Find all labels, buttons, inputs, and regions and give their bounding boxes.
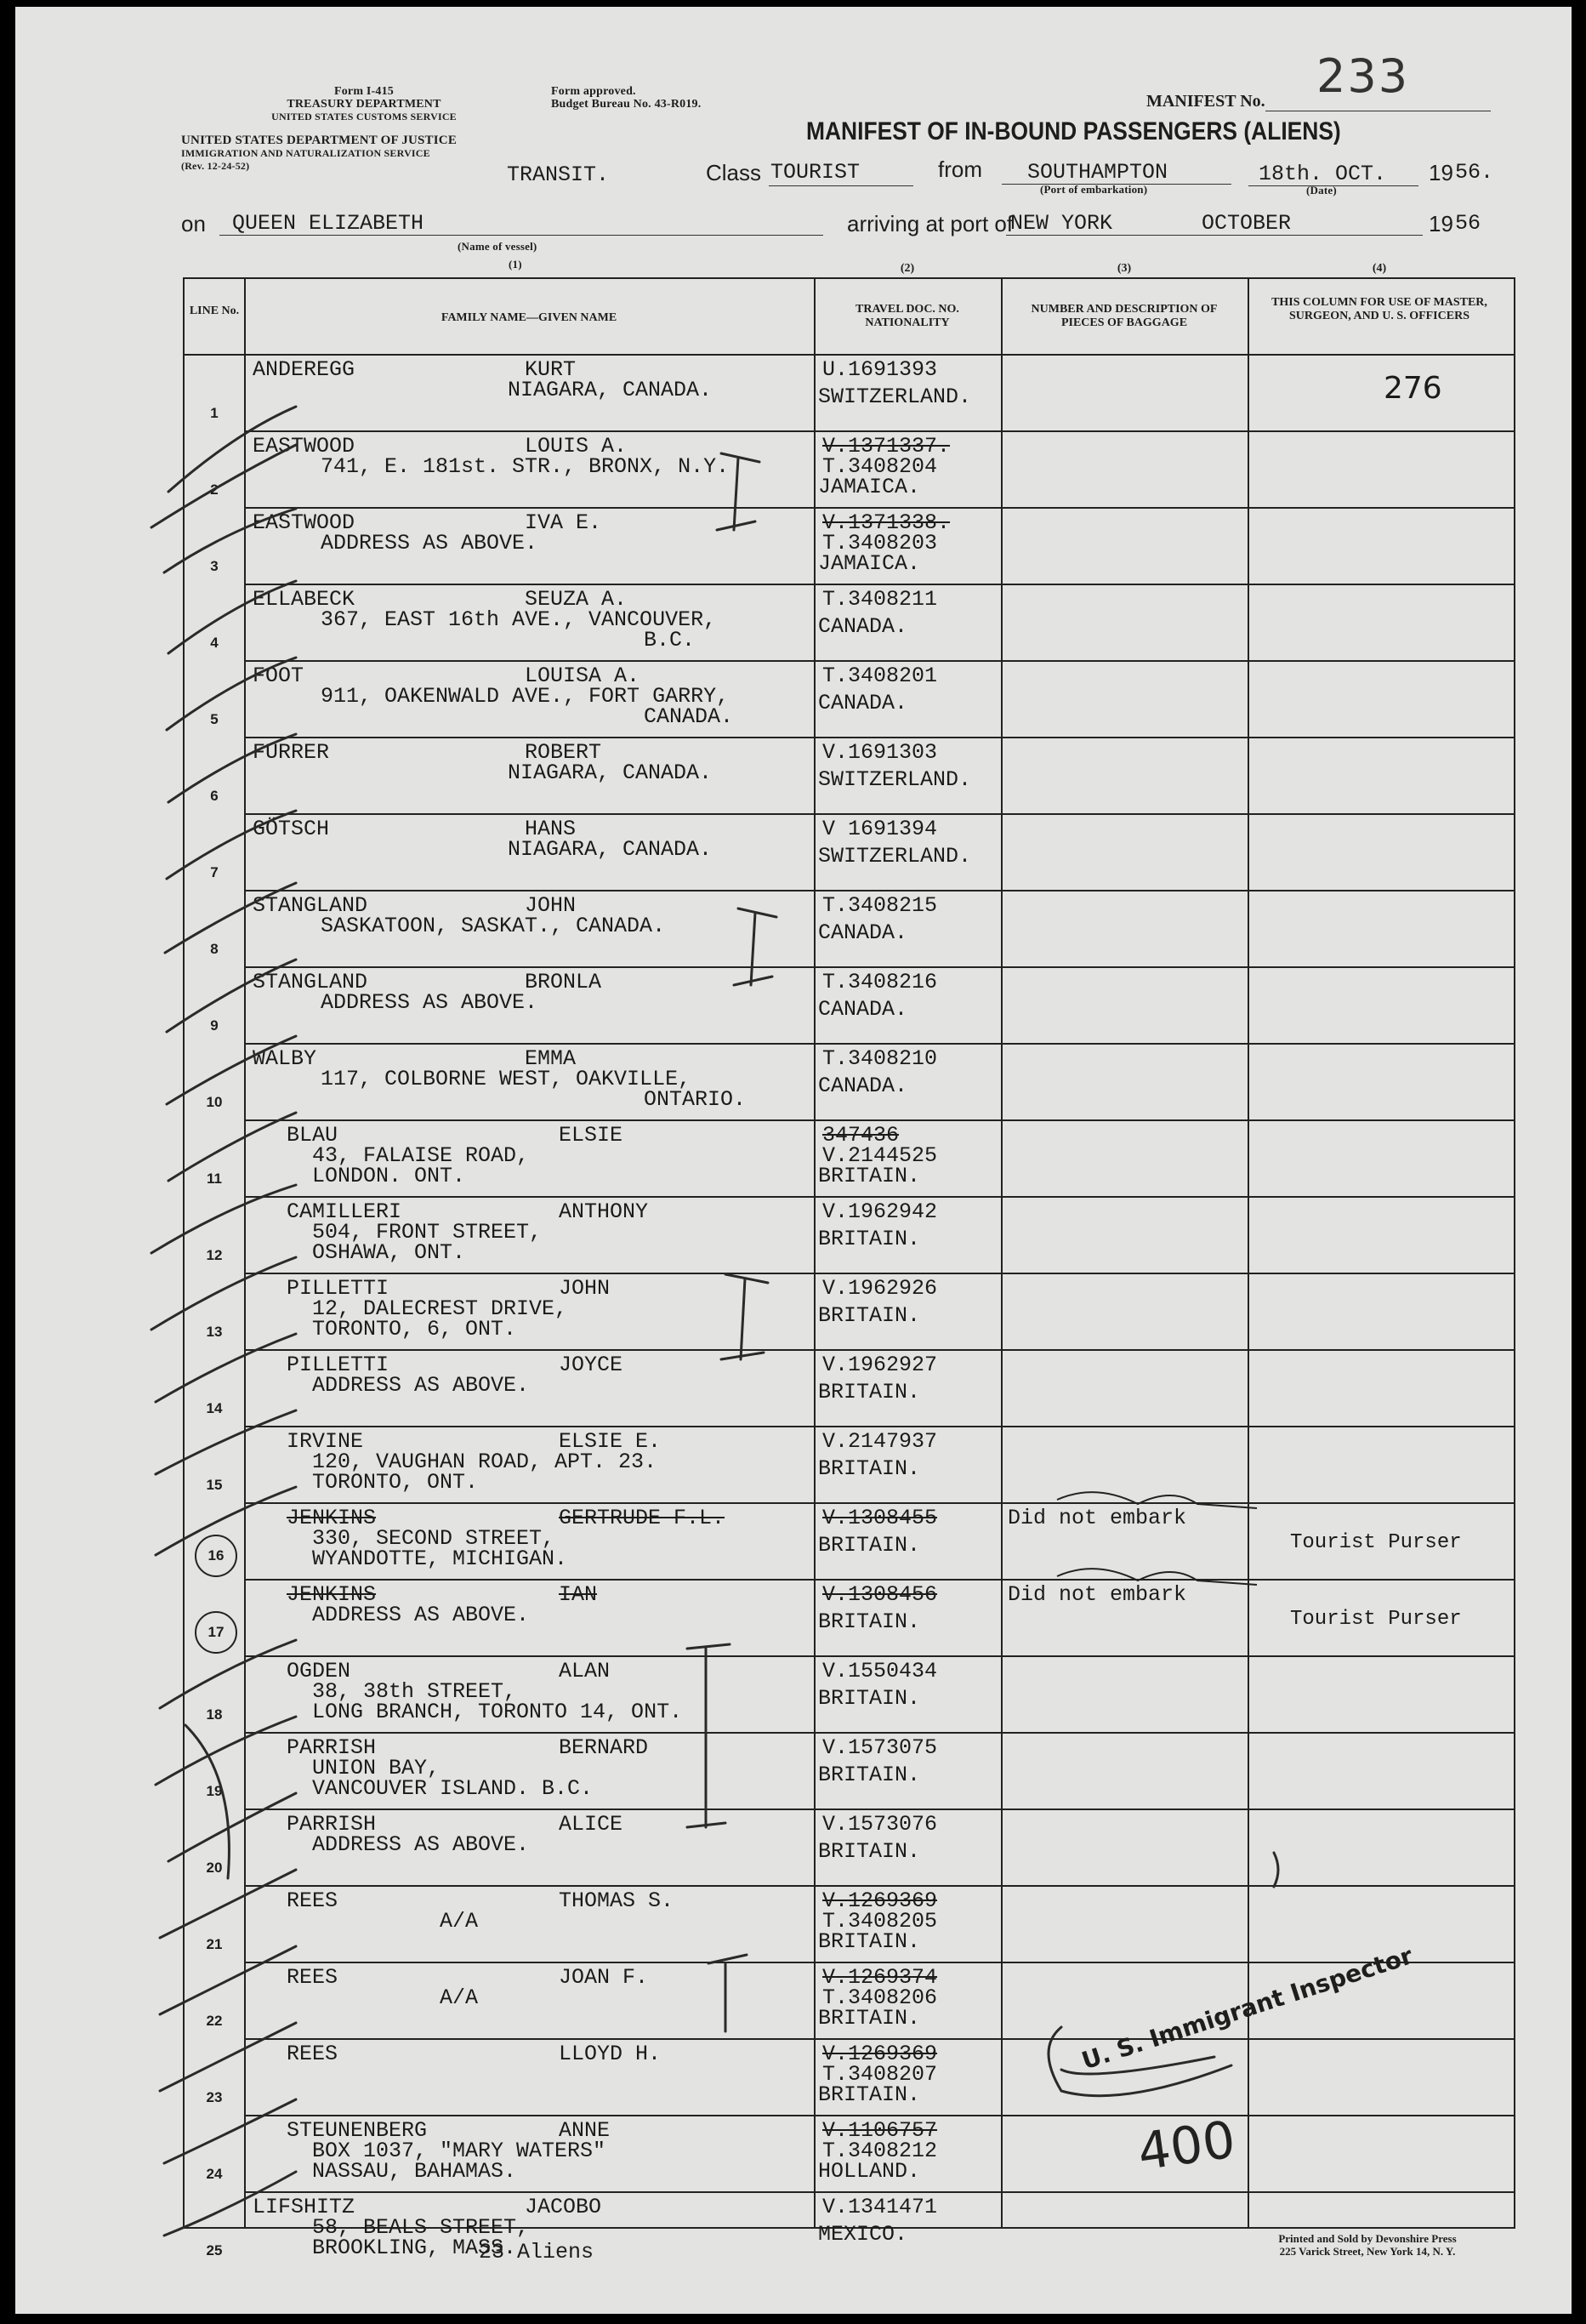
address-line: WYANDOTTE, MICHIGAN. [312,1546,568,1571]
form-number: Form I-415 [333,85,395,98]
year-suffix-1: 56. [1455,160,1494,185]
struck-doc-number: V.1371338. [822,510,951,535]
ins-service: IMMIGRATION AND NATURALIZATION SERVICE [181,147,430,159]
travel-doc-number: U.1691393 [822,357,938,382]
nationality: HOLLAND. [818,2159,921,2184]
baggage-note: Did not embark [1008,1506,1187,1530]
customs-service: UNITED STATES CUSTOMS SERVICE [271,111,457,122]
nationality: JAMAICA. [818,551,921,576]
family-name: PILLETTI [287,1276,389,1301]
col-header-num2: (2) [900,262,915,275]
struck-doc-number: V.1308455 [822,1506,938,1530]
line-number: 12 [206,1247,223,1263]
travel-doc-number: V.1573076 [822,1812,938,1837]
address-line: ONTARIO. [644,1087,747,1112]
line-number: 15 [206,1477,223,1493]
address-line: 58, BEALS STREET, [312,2215,530,2240]
line-number: 6 [210,788,219,804]
col-header-officers: THIS COLUMN FOR USE OF MASTER, SURGEON, AND U. S. OFFICERS [1271,296,1487,322]
given-name: ANTHONY [559,1199,649,1224]
manifest-label: MANIFEST No. [1146,92,1265,111]
address-line: ADDRESS AS ABOVE. [312,1832,530,1857]
year-suffix-2: 56 [1455,211,1481,236]
given-name: ELSIE E. [559,1429,662,1454]
address-line: OSHAWA, ONT. [312,1240,466,1265]
travel-doc-number: T.3408204 [822,454,938,479]
given-name: ALAN [559,1659,611,1683]
address-line: TORONTO, ONT. [312,1470,479,1495]
col-header-name: FAMILY NAME—GIVEN NAME [441,311,617,324]
family-name: STANGLAND [253,970,368,994]
address-line: 117, COLBORNE WEST, OAKVILLE, [321,1067,691,1091]
struck-doc-number: V.1308456 [822,1582,938,1607]
given-name: GERTRUDE F.L. [559,1506,725,1530]
address-line: CANADA. [644,704,734,729]
travel-doc-number: T.3408212 [822,2139,938,2163]
given-name: THOMAS S. [559,1888,674,1913]
address-line: 504, FRONT STREET, [312,1220,543,1245]
line-number: 23 [206,2089,223,2105]
family-name: JENKINS [287,1582,377,1607]
line-number: 10 [206,1094,223,1110]
manifest-title: MANIFEST OF IN-BOUND PASSENGERS (ALIENS) [806,117,1341,145]
port-value: SOUTHAMPTON [1027,160,1168,185]
on-label: on [181,211,206,236]
nationality: MEXICO. [818,2222,908,2247]
line-number: 22 [206,2013,223,2029]
line-number: 7 [210,864,219,880]
travel-doc-number: T.3408203 [822,531,938,555]
address-line: NIAGARA, CANADA. [508,760,713,785]
line-number: 9 [210,1017,219,1034]
address-line: NIAGARA, CANADA. [508,837,713,862]
given-name: LOUIS A. [525,434,628,459]
travel-doc-number: V 1691394 [822,817,938,841]
date-value: 18th. OCT. [1259,162,1387,186]
given-name: EMMA [525,1046,577,1071]
travel-doc-number: T.3408207 [822,2062,938,2087]
struck-doc-number: V.1106757 [822,2118,938,2143]
address-line: 120, VAUGHAN ROAD, APT. 23. [312,1450,657,1474]
line-number: 16 [195,1535,237,1577]
address-line: A/A [440,1985,479,2010]
vessel-caption: (Name of vessel) [458,240,537,253]
given-name: IVA E. [525,510,602,535]
address-line: 43, FALAISE ROAD, [312,1143,530,1168]
nationality: BRITAIN. [818,1533,921,1558]
address-line: A/A [440,1909,479,1934]
address-line: 38, 38th STREET, [312,1679,517,1704]
address-line: 367, EAST 16th AVE., VANCOUVER, [321,607,717,632]
given-name: ROBERT [525,740,602,765]
line-number: 24 [206,2166,223,2182]
family-name: LIFSHITZ [253,2195,355,2219]
col-header-baggage: NUMBER AND DESCRIPTION OF PIECES OF BAGGAGE [1031,303,1218,329]
given-name: KURT [525,357,577,382]
line-number: 19 [206,1783,223,1799]
nationality: BRITAIN. [818,1839,921,1864]
family-name: PILLETTI [287,1353,389,1377]
nationality: BRITAIN. [818,1303,921,1328]
col-header-num4: (4) [1372,262,1387,275]
address-line: B.C. [644,628,696,652]
address-line: BROOKLING, MASS. [312,2236,517,2260]
address-line: LONG BRANCH, TORONTO 14, ONT. [312,1700,683,1724]
given-name: JOHN [525,893,577,918]
travel-doc-number: T.3408210 [822,1046,938,1071]
form-approved: Form approved. [551,85,636,98]
treasury-dept: TREASURY DEPARTMENT [287,98,441,111]
arrival-month: OCTOBER [1202,211,1292,236]
nationality: SWITZERLAND. [818,384,972,409]
printer-line-2: 225 Varick Street, New York 14, N. Y. [1279,2245,1456,2258]
travel-doc-number: T.3408201 [822,664,938,688]
given-name: LLOYD H. [559,2042,662,2066]
line-number: 2 [210,481,219,498]
given-name: JOYCE [559,1353,623,1377]
travel-doc-number: V.1962926 [822,1276,938,1301]
family-name: STANGLAND [253,893,368,918]
travel-doc-number: T.3408211 [822,587,938,612]
address-line: ADDRESS AS ABOVE. [321,990,538,1015]
family-name: EASTWOOD [253,434,355,459]
address-line: NASSAU, BAHAMAS. [312,2159,517,2184]
printer-info [1206,2232,1529,2258]
arriving-label: arriving at port of [847,211,1014,236]
family-name: BLAU [287,1123,338,1148]
col-header-line: LINE No. [189,305,240,317]
purser-signature-label: Tourist Purser [1290,1608,1462,1631]
given-name: JACOBO [525,2195,602,2219]
manifest-number: 233 [1316,49,1410,103]
given-name: BRONLA [525,970,602,994]
vessel-value: QUEEN ELIZABETH [232,211,424,236]
purser-signature-label: Tourist Purser [1290,1531,1462,1554]
given-name: ALICE [559,1812,623,1837]
total-aliens: 23 Aliens [479,2240,594,2264]
nationality: BRITAIN. [818,2006,921,2031]
travel-doc-number: V.2144525 [822,1143,938,1168]
family-name: FURRER [253,740,330,765]
given-name: JOHN [559,1276,611,1301]
given-name: IAN [559,1582,598,1607]
family-name: REES [287,2042,338,2066]
nationality: CANADA. [818,997,908,1022]
address-line: 911, OAKENWALD AVE., FORT GARRY, [321,684,730,709]
date-caption: (Date) [1306,184,1337,197]
address-line: UNION BAY, [312,1756,441,1780]
year-prefix-1: 19 [1429,160,1453,185]
family-name: WALBY [253,1046,317,1071]
manifest-page [15,7,1572,2314]
family-name: STEUNENBERG [287,2118,428,2143]
travel-doc-number: V.1550434 [822,1659,938,1683]
travel-doc-number: T.3408206 [822,1985,938,2010]
line-number: 3 [210,558,219,574]
family-name: REES [287,1965,338,1990]
justice-dept: UNITED STATES DEPARTMENT OF JUSTICE [181,134,458,147]
family-name: REES [287,1888,338,1913]
nationality: CANADA. [818,920,908,945]
class-label: Class [706,160,762,185]
given-name: SEUZA A. [525,587,628,612]
nationality: CANADA. [818,1074,908,1098]
from-label: from [938,157,982,182]
line-number: 20 [206,1860,223,1876]
address-line: LONDON. ONT. [312,1164,466,1188]
line-number: 21 [206,1936,223,1952]
given-name: BERNARD [559,1735,649,1760]
travel-doc-number: V.1962942 [822,1199,938,1224]
travel-doc-number: V.1962927 [822,1353,938,1377]
nationality: CANADA. [818,691,908,715]
printer-line-1: Printed and Sold by Devonshire Press [1278,2232,1457,2245]
address-line: ADDRESS AS ABOVE. [321,531,538,555]
nationality: BRITAIN. [818,1456,921,1481]
travel-doc-number: T.3408205 [822,1909,938,1934]
line-number: 11 [207,1171,222,1187]
revision: (Rev. 12-24-52) [181,160,250,172]
travel-doc-number: V.2147937 [822,1429,938,1454]
line-number: 1 [210,405,219,421]
nationality: BRITAIN. [818,2082,921,2107]
year-prefix-2: 19 [1429,211,1453,236]
family-name: ELLABECK [253,587,355,612]
nationality: JAMAICA. [818,475,921,499]
travel-doc-number: T.3408215 [822,893,938,918]
transit-label: TRANSIT. [507,162,610,187]
nationality: SWITZERLAND. [818,767,972,792]
port-caption: (Port of embarkation) [1040,183,1148,196]
address-line: SASKATOON, SASKAT., CANADA. [321,914,666,938]
arrival-port: NEW YORK [1010,211,1113,236]
col1-caption: (1) [509,258,522,271]
struck-doc-number: V.1269369 [822,1888,938,1913]
given-name: ELSIE [559,1123,623,1148]
line-number: 14 [206,1400,223,1416]
given-name: JOAN F. [559,1965,649,1990]
nationality: BRITAIN. [818,1227,921,1251]
address-line: BOX 1037, "MARY WATERS" [312,2139,606,2163]
family-name: EASTWOOD [253,510,355,535]
family-name: IRVINE [287,1429,364,1454]
officer-note: 276 [1384,371,1442,406]
line-number: 18 [206,1706,223,1723]
inspector-stamp-number: 400 [1134,2110,1239,2183]
inspector-stamp: U. S. Immigrant Inspector [1078,1941,1417,2076]
struck-doc-number: 347436 [822,1123,900,1148]
nationality: BRITAIN. [818,1686,921,1711]
struck-doc-number: V.1371337. [822,434,951,459]
line-number: 25 [206,2242,223,2258]
nationality: BRITAIN. [818,1380,921,1404]
line-number: 8 [210,941,219,957]
travel-doc-number: T.3408216 [822,970,938,994]
family-name: CAMILLERI [287,1199,402,1224]
address-line: VANCOUVER ISLAND. B.C. [312,1776,594,1801]
line-number: 4 [210,635,219,651]
line-number: 17 [195,1611,237,1654]
given-name: ANNE [559,2118,611,2143]
address-line: ADDRESS AS ABOVE. [312,1603,530,1627]
line-number: 13 [206,1324,223,1340]
address-line: 741, E. 181st. STR., BRONX, N.Y. [321,454,730,479]
given-name: LOUISA A. [525,664,640,688]
address-line: ADDRESS AS ABOVE. [312,1373,530,1398]
family-name: FOOT [253,664,304,688]
family-name: ANDEREGG [253,357,355,382]
nationality: BRITAIN. [818,1929,921,1954]
address-line: 330, SECOND STREET, [312,1526,555,1551]
struck-doc-number: V.1269369 [822,2042,938,2066]
family-name: JENKINS [287,1506,377,1530]
col-header-num3: (3) [1117,262,1132,275]
travel-doc-number: V.1573075 [822,1735,938,1760]
family-name: PARRISH [287,1735,377,1760]
family-name: GÖTSCH [253,817,330,841]
family-name: PARRISH [287,1812,377,1837]
class-value: TOURIST [770,160,861,185]
nationality: BRITAIN. [818,1164,921,1188]
given-name: HANS [525,817,577,841]
family-name: OGDEN [287,1659,351,1683]
nationality: BRITAIN. [818,1609,921,1634]
line-number: 5 [210,711,219,727]
travel-doc-number: V.1341471 [822,2195,938,2219]
nationality: CANADA. [818,614,908,639]
nationality: BRITAIN. [818,1763,921,1787]
budget-bureau: Budget Bureau No. 43-R019. [551,98,702,111]
travel-doc-number: V.1691303 [822,740,938,765]
struck-doc-number: V.1269374 [822,1965,938,1990]
col-header-doc: TRAVEL DOC. NO. NATIONALITY [856,303,959,329]
address-line: TORONTO, 6, ONT. [312,1317,517,1341]
nationality: SWITZERLAND. [818,844,972,869]
baggage-note: Did not embark [1008,1582,1187,1607]
address-line: 12, DALECREST DRIVE, [312,1296,568,1321]
address-line: NIAGARA, CANADA. [508,378,713,402]
